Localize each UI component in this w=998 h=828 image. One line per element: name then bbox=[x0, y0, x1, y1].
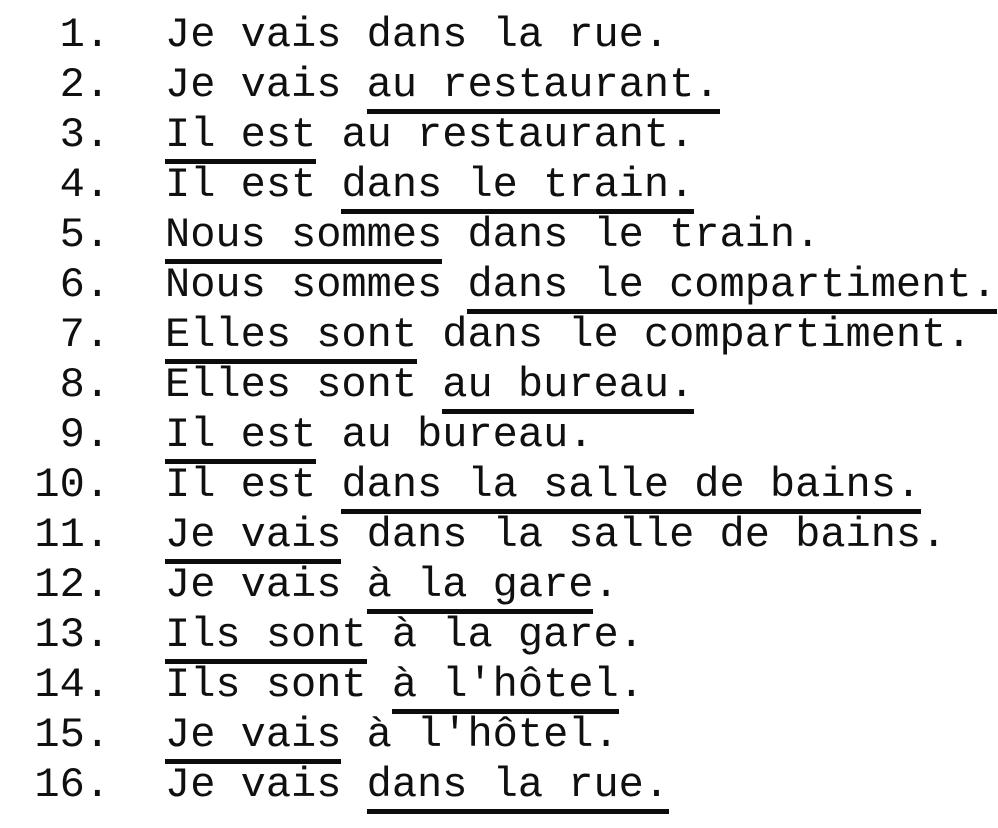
item-number: 12. bbox=[34, 561, 110, 609]
sentence bbox=[165, 260, 998, 310]
exercise-row bbox=[0, 60, 998, 110]
sentence bbox=[165, 510, 998, 560]
exercise-row bbox=[0, 260, 998, 310]
sentence-segment: Il est bbox=[165, 461, 342, 509]
sentence bbox=[165, 760, 998, 810]
exercise-row bbox=[0, 160, 998, 210]
underlined-phrase: dans la rue. bbox=[367, 761, 669, 814]
exercise-row bbox=[0, 560, 998, 610]
sentence bbox=[165, 210, 998, 260]
sentence-segment: dans le train. bbox=[442, 211, 821, 259]
sentence-segment: à la gare. bbox=[366, 611, 644, 659]
item-number: 15. bbox=[34, 711, 110, 759]
exercise-row bbox=[0, 410, 998, 460]
sentence-segment: au bureau. bbox=[316, 411, 594, 459]
item-number: 16. bbox=[34, 761, 110, 809]
item-number: 10. bbox=[34, 461, 110, 509]
underlined-phrase: au restaurant. bbox=[367, 61, 720, 114]
exercise-row bbox=[0, 610, 998, 660]
underlined-phrase: au bureau. bbox=[442, 361, 694, 414]
sentence bbox=[165, 610, 998, 660]
item-number: 13. bbox=[34, 611, 110, 659]
sentence bbox=[165, 460, 998, 510]
sentence bbox=[165, 160, 998, 210]
item-number: 14. bbox=[34, 661, 110, 709]
sentence-segment: Je vais bbox=[165, 561, 367, 609]
sentence-segment: Elles sont bbox=[165, 361, 443, 409]
exercise-row bbox=[0, 210, 998, 260]
exercise-row bbox=[0, 10, 998, 60]
underlined-phrase: Nous sommes bbox=[165, 211, 442, 264]
item-number: 8. bbox=[59, 361, 110, 409]
item-number: 4. bbox=[59, 161, 110, 209]
sentence bbox=[165, 310, 998, 360]
sentence-segment: . bbox=[618, 661, 644, 709]
sentence bbox=[165, 660, 998, 710]
item-number: 5. bbox=[59, 211, 110, 259]
underlined-phrase: dans le compartiment. bbox=[467, 261, 996, 314]
sentence bbox=[165, 410, 998, 460]
underlined-phrase: Elles sont bbox=[165, 311, 417, 364]
underlined-phrase: à la gare bbox=[367, 561, 594, 614]
sentence bbox=[165, 560, 998, 610]
item-number: 3. bbox=[59, 111, 110, 159]
exercise-row bbox=[0, 460, 998, 510]
underlined-phrase: Je vais bbox=[165, 711, 341, 764]
item-number: 11. bbox=[34, 511, 110, 559]
sentence-segment: Ils sont bbox=[165, 661, 392, 709]
underlined-phrase: Je vais bbox=[165, 511, 341, 564]
underlined-phrase: Ils sont bbox=[165, 611, 367, 664]
exercise-row bbox=[0, 660, 998, 710]
underlined-phrase: Il est bbox=[165, 411, 316, 464]
exercise-row bbox=[0, 760, 998, 810]
item-number: 2. bbox=[59, 61, 110, 109]
sentence-segment: au restaurant. bbox=[316, 111, 695, 159]
sentence bbox=[165, 10, 998, 60]
exercise-row bbox=[0, 110, 998, 160]
exercise-row bbox=[0, 310, 998, 360]
sentence bbox=[165, 360, 998, 410]
sentence-segment: dans la salle de bains. bbox=[341, 511, 947, 559]
item-number: 6. bbox=[59, 261, 110, 309]
exercise-list bbox=[0, 10, 998, 810]
sentence-segment: Je vais bbox=[165, 61, 367, 109]
underlined-phrase: Il est bbox=[165, 111, 316, 164]
exercise-row bbox=[0, 360, 998, 410]
sentence-segment: à l'hôtel. bbox=[341, 711, 619, 759]
exercise-row bbox=[0, 710, 998, 760]
item-number: 1. bbox=[59, 11, 110, 59]
sentence-segment: Il est bbox=[165, 161, 342, 209]
sentence-segment: Je vais bbox=[165, 761, 367, 809]
sentence bbox=[165, 110, 998, 160]
sentence-segment: . bbox=[593, 561, 619, 609]
sentence bbox=[165, 60, 998, 110]
sentence-segment: dans le compartiment. bbox=[417, 311, 972, 359]
sentence-segment: Je vais dans la rue. bbox=[165, 11, 670, 59]
item-number: 9. bbox=[59, 411, 110, 459]
sentence bbox=[165, 710, 998, 760]
item-number: 7. bbox=[59, 311, 110, 359]
underlined-phrase: dans la salle de bains. bbox=[341, 461, 921, 514]
exercise-row bbox=[0, 510, 998, 560]
sentence-segment: Nous sommes bbox=[165, 261, 468, 309]
underlined-phrase: dans le train. bbox=[341, 161, 694, 214]
underlined-phrase: à l'hôtel bbox=[392, 661, 619, 714]
